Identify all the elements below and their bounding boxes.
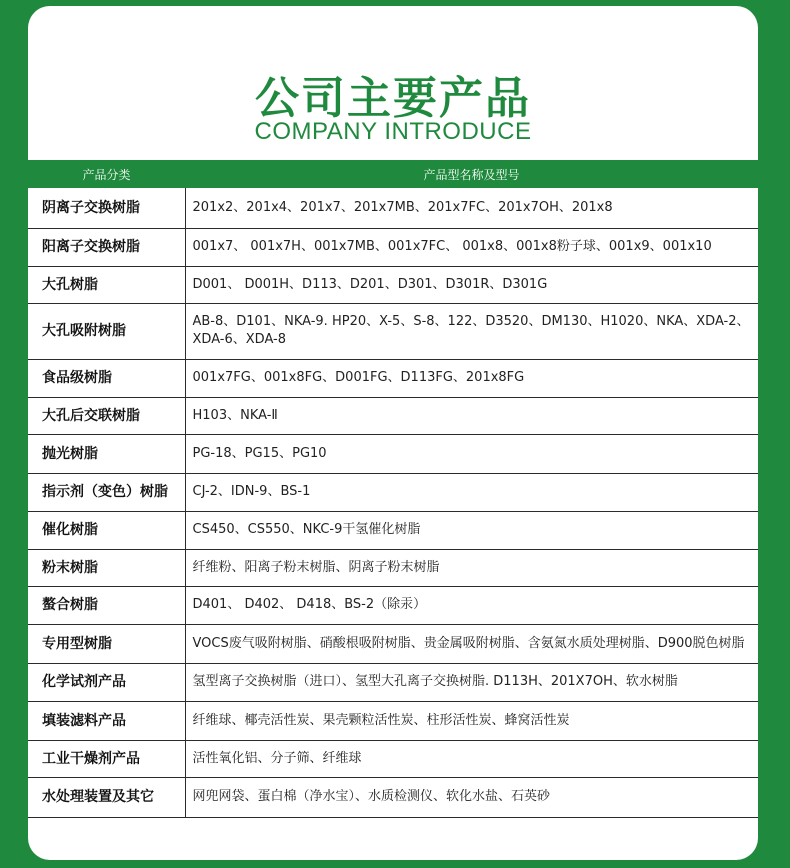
row-category: 化学试剂产品 <box>28 663 185 701</box>
row-items: CJ-2、IDN-9、BS-1 <box>185 473 758 511</box>
header-category: 产品分类 <box>28 160 185 188</box>
row-items: VOCS废气吸附树脂、硝酸根吸附树脂、贵金属吸附树脂、含氨氮水质处理树脂、D900脱色树脂 <box>185 624 758 663</box>
table-row <box>28 701 758 740</box>
row-items: 001x7、 001x7H、001x7MB、001x7FC、 001x8、001x8粉子球、001x9、001x10 <box>185 228 758 266</box>
row-category: 抛光树脂 <box>28 434 185 473</box>
table-row <box>28 266 758 303</box>
table-row <box>28 511 758 549</box>
table-row <box>28 434 758 473</box>
row-items: AB-8、D101、NKA-9. HP20、X-5、S-8、122、D3520、DM130、H1020、NKA、XDA-2、XDA-6、XDA-8 <box>185 303 758 359</box>
row-category: 大孔树脂 <box>28 266 185 303</box>
table-row <box>28 303 758 359</box>
page-subtitle: COMPANY INTRODUCE <box>254 118 532 145</box>
table-row <box>28 397 758 434</box>
product-table <box>28 160 758 818</box>
table-row <box>28 473 758 511</box>
table-row <box>28 359 758 397</box>
row-category: 大孔后交联树脂 <box>28 397 185 434</box>
row-category: 食品级树脂 <box>28 359 185 397</box>
row-items: 纤维球、椰壳活性炭、果壳颗粒活性炭、柱形活性炭、蜂窝活性炭 <box>185 701 758 740</box>
row-category: 阴离子交换树脂 <box>28 188 185 228</box>
row-items: D001、 D001H、D113、D201、D301、D301R、D301G <box>185 266 758 303</box>
row-items: 活性氧化铝、分子筛、纤维球 <box>185 740 758 777</box>
row-category: 大孔吸附树脂 <box>28 303 185 359</box>
table-row <box>28 624 758 663</box>
header-items: 产品型名称及型号 <box>185 160 758 188</box>
content-panel <box>28 6 758 860</box>
row-category: 水处理装置及其它 <box>28 777 185 817</box>
row-items: 纤维粉、阳离子粉末树脂、阴离子粉末树脂 <box>185 549 758 586</box>
row-items: CS450、CS550、NKC-9干氢催化树脂 <box>185 511 758 549</box>
row-category: 专用型树脂 <box>28 624 185 663</box>
table-row <box>28 740 758 777</box>
row-items: H103、NKA-Ⅱ <box>185 397 758 434</box>
table-row <box>28 188 758 228</box>
row-items: PG-18、PG15、PG10 <box>185 434 758 473</box>
row-category: 螯合树脂 <box>28 586 185 624</box>
table-row <box>28 663 758 701</box>
row-items: 201x2、201x4、201x7、201x7MB、201x7FC、201x7OH、201x8 <box>185 188 758 228</box>
row-items: 氢型离子交换树脂（进口）、氢型大孔离子交换树脂. D113H、201X7OH、软水树脂 <box>185 663 758 701</box>
row-category: 工业干燥剂产品 <box>28 740 185 777</box>
row-items: 001x7FG、001x8FG、D001FG、D113FG、201x8FG <box>185 359 758 397</box>
table-row <box>28 549 758 586</box>
row-category: 指示剂（变色）树脂 <box>28 473 185 511</box>
row-category: 阳离子交换树脂 <box>28 228 185 266</box>
row-category: 填装滤料产品 <box>28 701 185 740</box>
table-row <box>28 586 758 624</box>
table-row <box>28 228 758 266</box>
table-header-row <box>28 160 758 188</box>
row-items: D401、 D402、 D418、BS-2（除汞） <box>185 586 758 624</box>
row-category: 催化树脂 <box>28 511 185 549</box>
table-row <box>28 777 758 817</box>
title-area <box>28 6 758 160</box>
row-items: 网兜网袋、蛋白棉（净水宝）、水质检测仪、软化水盐、石英砂 <box>185 777 758 817</box>
row-category: 粉末树脂 <box>28 549 185 586</box>
page-title: 公司主要产品 <box>255 73 531 124</box>
